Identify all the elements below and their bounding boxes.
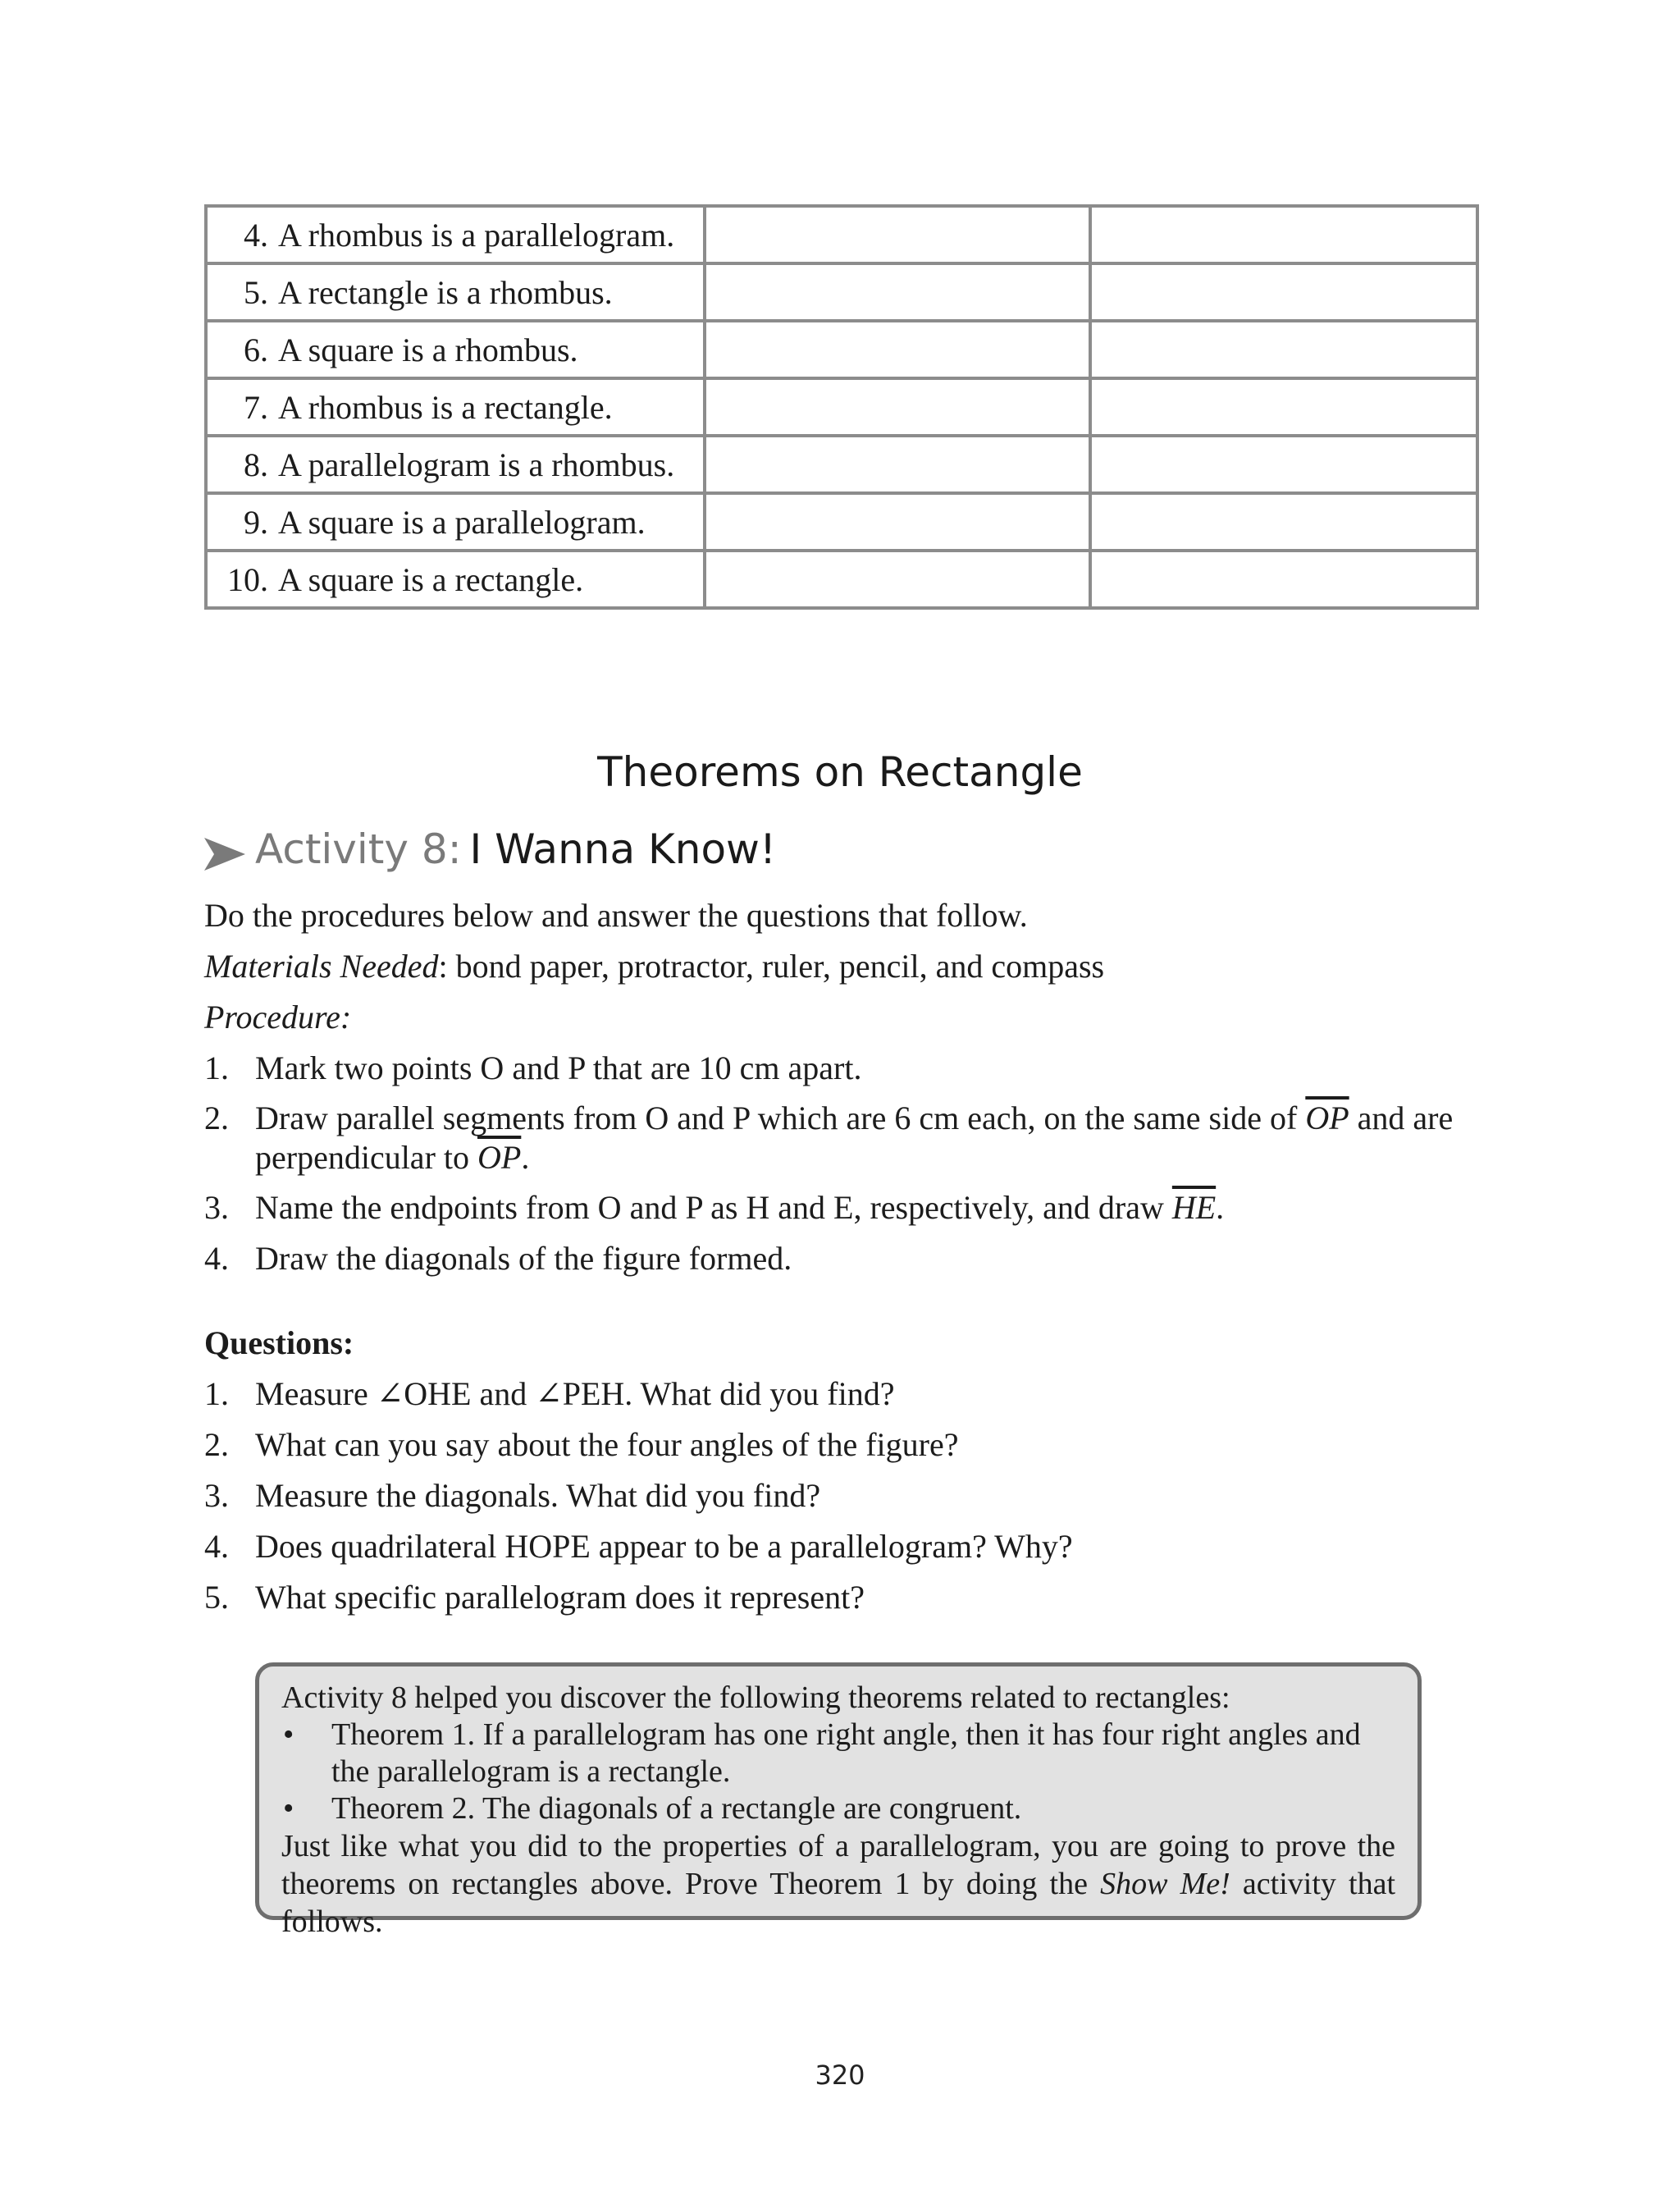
statement-cell bbox=[206, 263, 705, 321]
table-row bbox=[206, 551, 1477, 608]
statement-number: 5. bbox=[244, 273, 268, 311]
statement-number: 8. bbox=[244, 446, 268, 483]
statement-text: A square is a rhombus. bbox=[278, 331, 578, 368]
table-row bbox=[206, 493, 1477, 551]
question-text: Does quadrilateral HOPE appear to be a parallelogram? Why? bbox=[255, 1528, 1073, 1565]
answer-cell[interactable] bbox=[1090, 493, 1477, 551]
answer-cell[interactable] bbox=[705, 263, 1090, 321]
statement-text: A square is a rectangle. bbox=[278, 560, 584, 598]
answer-cell[interactable] bbox=[705, 378, 1090, 436]
callout-closing-line: Just like what you did to the properties of a parallelogram, you are going to prove the bbox=[281, 1829, 1395, 1863]
page-number: 320 bbox=[815, 2060, 865, 2091]
item-number: 4. bbox=[204, 1240, 229, 1277]
list-item: 3. Name the endpoints from O and P as H and E, respectively, and draw $\overline{HE}$. bbox=[204, 1187, 1484, 1228]
activity-heading bbox=[204, 823, 776, 876]
statement-cell bbox=[206, 436, 705, 493]
table-row bbox=[206, 321, 1477, 378]
statement-table bbox=[204, 204, 1479, 610]
segment-he: $\overline{HE}$ bbox=[1171, 1189, 1217, 1226]
theorem-callout bbox=[255, 1662, 1422, 1939]
answer-cell[interactable] bbox=[705, 206, 1090, 263]
question-text: Measure ∠OHE and ∠PEH. What did you find? bbox=[255, 1375, 895, 1412]
answer-cell[interactable] bbox=[705, 551, 1090, 608]
answer-cell[interactable] bbox=[1090, 551, 1477, 608]
materials-line bbox=[204, 946, 1104, 987]
arrow-icon bbox=[204, 833, 245, 866]
answer-cell[interactable] bbox=[705, 321, 1090, 378]
statement-text: A parallelogram is a rhombus. bbox=[278, 446, 675, 483]
activity-label: Activity 8: bbox=[255, 825, 462, 873]
statement-text: A rhombus is a parallelogram. bbox=[278, 216, 675, 254]
list-item bbox=[204, 1238, 1484, 1279]
answer-cell[interactable] bbox=[1090, 263, 1477, 321]
list-item: 3. Measure the diagonals. What did you find? bbox=[204, 1477, 821, 1514]
answer-cell[interactable] bbox=[705, 436, 1090, 493]
list-item: 5. What specific parallelogram does it represent? bbox=[204, 1579, 865, 1616]
item-number: 1. bbox=[204, 1049, 229, 1086]
answer-cell[interactable] bbox=[1090, 436, 1477, 493]
statement-number: 4. bbox=[244, 216, 268, 254]
statement-text: A square is a parallelogram. bbox=[278, 503, 646, 541]
answer-cell[interactable] bbox=[705, 493, 1090, 551]
answer-cell[interactable] bbox=[1090, 206, 1477, 263]
statement-cell bbox=[206, 321, 705, 378]
section-title: Theorems on Rectangle bbox=[597, 748, 1083, 796]
list-item bbox=[204, 1048, 1484, 1089]
answer-cell[interactable] bbox=[1090, 378, 1477, 436]
activity-intro: Do the procedures below and answer the questions that follow. bbox=[204, 897, 1028, 934]
segment-op: $\overline{OP}$ bbox=[477, 1139, 522, 1176]
answer-cell[interactable] bbox=[1090, 321, 1477, 378]
procedure-list bbox=[204, 1048, 1484, 1289]
list-item: 4. Does quadrilateral HOPE appear to be a parallelogram? Why? bbox=[204, 1528, 1073, 1565]
list-item: 2. What can you say about the four angles of the figure? bbox=[204, 1426, 959, 1463]
bullet-icon: • bbox=[283, 1717, 294, 1752]
statement-text: A rhombus is a rectangle. bbox=[278, 388, 613, 426]
statement-number: 9. bbox=[244, 503, 268, 541]
statement-text: A rectangle is a rhombus. bbox=[278, 273, 613, 311]
procedure-label: Procedure: bbox=[204, 999, 352, 1036]
callout-intro: Activity 8 helped you discover the following theorems related to rectangles: bbox=[281, 1680, 1230, 1715]
list-item: 2. Draw parallel segments from O and P which are 6 cm each, on the same side of $\overline{OP}$ and are perpendicular to $\overline{OP}$. bbox=[204, 1100, 1454, 1176]
question-text: What can you say about the four angles of the figure? bbox=[255, 1426, 959, 1463]
statement-number: 10. bbox=[227, 560, 268, 598]
statement-cell bbox=[206, 493, 705, 551]
questions-label: Questions: bbox=[204, 1324, 354, 1361]
show-me-reference: Show Me! bbox=[1100, 1867, 1230, 1901]
table-row bbox=[206, 206, 1477, 263]
statement-cell bbox=[206, 378, 705, 436]
table-row bbox=[206, 378, 1477, 436]
item-number: 3. bbox=[204, 1189, 229, 1226]
theorem-1: • Theorem 1. If a parallelogram has one right angle, then it has four right angles and the parallelogram is a rectangle. bbox=[283, 1717, 1361, 1789]
materials-label: Materials Needed bbox=[204, 948, 439, 985]
question-text: Measure the diagonals. What did you find? bbox=[255, 1477, 821, 1514]
list-item: 1. Measure ∠OHE and ∠PEH. What did you find? bbox=[204, 1375, 895, 1412]
questions-list bbox=[204, 1374, 1484, 1628]
statement-cell bbox=[206, 551, 705, 608]
table-row bbox=[206, 436, 1477, 493]
callout-closing-line: theorems on rectangles above. Prove Theorem 1 by doing the Show Me! activity that follows. bbox=[281, 1867, 1395, 1939]
bullet-icon: • bbox=[283, 1791, 294, 1826]
statement-number: 7. bbox=[244, 388, 268, 426]
segment-op: $\overline{OP}$ bbox=[1305, 1100, 1349, 1136]
materials-text: : bond paper, protractor, ruler, pencil, and compass bbox=[438, 948, 1105, 985]
statement-cell bbox=[206, 206, 705, 263]
statement-number: 6. bbox=[244, 331, 268, 368]
item-text: Draw the diagonals of the figure formed. bbox=[255, 1240, 792, 1277]
table-row bbox=[206, 263, 1477, 321]
question-text: What specific parallelogram does it represent? bbox=[255, 1579, 865, 1616]
item-text: Mark two points O and P that are 10 cm apart. bbox=[255, 1049, 862, 1086]
item-number: 2. bbox=[204, 1100, 229, 1136]
theorem-2: • Theorem 2. The diagonals of a rectangle are congruent. bbox=[283, 1791, 1022, 1826]
activity-title: I Wanna Know! bbox=[469, 825, 776, 873]
